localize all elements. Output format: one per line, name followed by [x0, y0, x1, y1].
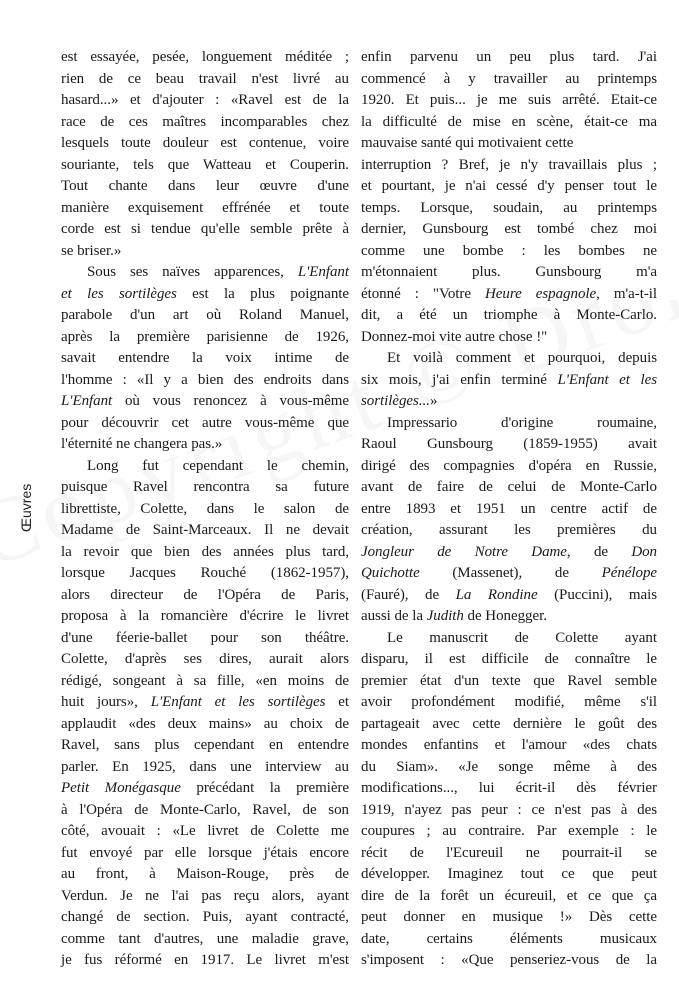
text-line	[361, 821, 657, 843]
text-line	[361, 649, 657, 671]
text-line	[61, 692, 349, 714]
text-line	[361, 198, 657, 220]
text-line	[61, 47, 349, 69]
text-run: du Siam». «Je songe même à des	[361, 758, 657, 775]
text-line	[361, 284, 657, 306]
text-run: (Puccini), mais	[537, 586, 658, 603]
text-run: changé de section. Puis, ayant contracté,	[61, 909, 349, 925]
text-line	[361, 950, 657, 972]
text-line	[61, 886, 349, 908]
text-line	[61, 456, 349, 478]
italic-title-text: Pénélope	[601, 565, 657, 581]
text-line	[361, 735, 657, 757]
text-line	[61, 542, 349, 564]
text-run: Impressario d'origine roumaine,	[387, 414, 657, 431]
text-line	[361, 671, 657, 693]
text-run: étonné : "Votre	[361, 285, 486, 302]
left-text-column	[61, 47, 349, 972]
text-line	[61, 413, 349, 435]
text-run: disparu, il est difficile de connaître le	[361, 651, 657, 667]
text-line	[61, 434, 349, 456]
text-line	[61, 155, 349, 177]
text-line	[61, 864, 349, 886]
text-line	[361, 327, 657, 349]
text-run: je fus réformé en 1917. Le livret m'est	[61, 952, 349, 968]
text-line	[61, 520, 349, 542]
text-line	[361, 370, 657, 392]
text-run: race de ces maîtres incomparables chez	[61, 113, 349, 130]
italic-title-text: L'Enfant et les sortilèges	[150, 694, 326, 710]
text-run: la revoir que bien des années plus tard,	[61, 543, 349, 560]
text-line	[61, 327, 349, 349]
text-run: alors directeur de l'Opéra de Paris,	[61, 586, 349, 603]
text-run: souriante, tels que Watteau et Couperin.	[61, 156, 349, 173]
text-line	[61, 606, 349, 628]
text-run: partageait avec cette dernière le goût des	[361, 715, 657, 732]
text-line	[361, 456, 657, 478]
text-line	[361, 262, 657, 284]
text-run: six mois, j'ai enfin terminé	[361, 371, 558, 388]
text-line	[361, 241, 657, 263]
text-line	[61, 843, 349, 865]
text-line	[361, 499, 657, 521]
text-run: manière exquisement effrénée et toute	[61, 199, 349, 216]
text-line	[61, 649, 349, 671]
text-line	[61, 950, 349, 972]
italic-title-text: Petit Monégasque	[61, 780, 181, 796]
text-run: 1920. Et puis... je me suis arrêté. Etait-ce	[361, 92, 657, 108]
text-line	[361, 692, 657, 714]
text-run: temps. Lorsque, soudain, au printemps	[361, 199, 657, 216]
text-run: s'imposent : «Que penseriez-vous de la	[361, 952, 657, 968]
text-run: l'éternité ne changera pas.»	[61, 436, 223, 452]
text-line	[61, 628, 349, 650]
text-run: , de	[566, 543, 632, 560]
text-line	[361, 714, 657, 736]
text-line	[361, 348, 657, 370]
text-run: d'une féerie-ballet pour son théâtre.	[61, 629, 349, 646]
text-line	[361, 800, 657, 822]
text-line	[361, 219, 657, 241]
text-run: Et voilà comment et pourquoi, depuis	[387, 350, 657, 366]
text-run: hasard...» et d'ajouter : «Ravel est de la	[61, 92, 349, 108]
text-line	[61, 241, 349, 263]
text-line	[361, 520, 657, 542]
text-line	[361, 112, 657, 134]
italic-title-text: sortilèges...	[361, 393, 430, 409]
text-line	[61, 348, 349, 370]
text-line	[361, 47, 657, 69]
text-line	[61, 499, 349, 521]
text-run: Tout chante dans leur œuvre d'une	[61, 178, 349, 194]
text-run: premier état d'un texte que Ravel semble	[361, 672, 657, 689]
text-run: puisque Ravel rencontra sa future	[61, 479, 349, 495]
text-line	[61, 198, 349, 220]
text-run: date, certains éléments musicaux	[361, 930, 657, 947]
text-run: coupures ; au contraire. Par exemple : le	[361, 823, 657, 839]
text-run: Sous ses naïves apparences,	[87, 264, 298, 280]
text-run: Ravel, sans plus cependant en entendre	[61, 737, 349, 753]
italic-title-text: L'Enfant	[61, 393, 113, 409]
text-run: savait entendre la voix intime de	[61, 350, 349, 366]
text-run: après la première parisienne de 1926,	[61, 328, 349, 345]
text-line	[61, 563, 349, 585]
text-line	[61, 735, 349, 757]
text-run: aussi de la	[361, 608, 427, 624]
text-line	[61, 821, 349, 843]
text-line	[61, 714, 349, 736]
text-line	[361, 757, 657, 779]
text-line	[61, 284, 349, 306]
text-line	[361, 305, 657, 327]
text-run: à l'Opéra de Monte-Carlo, Ravel, de son	[61, 801, 349, 818]
italic-title-text: Judith	[426, 608, 464, 624]
text-line	[361, 563, 657, 585]
text-run: corde est si tendue qu'elle semble prête à	[61, 221, 349, 237]
text-run: librettiste, Colette, dans le salon de	[61, 500, 349, 517]
text-run: Donnez-moi vite autre chose !"	[361, 328, 548, 345]
text-line	[361, 907, 657, 929]
running-head: Œuvres	[18, 483, 34, 532]
text-line	[61, 176, 349, 198]
text-run: fut envoyé par elle lorsque j'étais encore	[61, 844, 349, 861]
text-line	[361, 929, 657, 951]
text-line	[361, 778, 657, 800]
text-line	[361, 391, 657, 413]
text-run: mondes enfantins et l'amour «des chats	[361, 737, 657, 753]
text-line	[361, 606, 657, 628]
italic-title-text: et les sortilèges	[61, 285, 177, 302]
text-line	[61, 671, 349, 693]
text-run: pour découvrir cet autre vous-même que	[61, 414, 349, 431]
text-run: proposa à la romancière d'écrire le livret	[61, 608, 349, 624]
text-line	[361, 413, 657, 435]
text-line	[361, 542, 657, 564]
text-line	[61, 262, 349, 284]
text-run: interruption ? Bref, je n'y travaillais plus ;	[361, 156, 657, 173]
text-run: lorsque Jacques Rouché (1862-1957),	[61, 565, 349, 581]
text-run: dire de la forêt un écureuil, et ce que ça	[361, 887, 657, 904]
text-run: se briser.»	[61, 242, 122, 259]
text-run: Colette, d'après ses dires, aurait alors	[61, 651, 349, 667]
text-line	[61, 69, 349, 91]
text-run: mauvaise santé qui motivaient cette	[361, 135, 574, 151]
text-run: et	[325, 694, 349, 710]
italic-title-text: Jongleur de Notre Dame	[361, 543, 567, 560]
text-line	[61, 800, 349, 822]
text-line	[61, 585, 349, 607]
text-run: (Massenet), de	[419, 565, 602, 581]
text-run: comme tant d'autres, une maladie grave,	[61, 930, 349, 947]
text-run: et pourtant, je n'ai cessé d'y penser tout le	[361, 178, 657, 194]
text-line	[61, 929, 349, 951]
text-line	[361, 133, 657, 155]
text-line	[61, 907, 349, 929]
text-run: développer. Imaginez tout ce que peut	[361, 866, 657, 882]
text-run: 1919, n'ayez pas peur : ce n'est pas à des	[361, 801, 657, 818]
text-run: avant de faire de celui de Monte-Carlo	[361, 479, 657, 495]
text-run: Verdun. Je ne l'ai pas reçu alors, ayant	[61, 887, 349, 904]
text-line	[61, 90, 349, 112]
right-text-column	[361, 47, 657, 972]
text-run: l'homme : «Il y a bien des endroits dans	[61, 371, 349, 388]
text-run: de Honegger.	[463, 608, 547, 624]
text-run: parler. En 1925, dans une interview au	[61, 758, 349, 775]
text-run: entre 1893 et 1951 un centre actif de	[361, 500, 657, 517]
italic-title-text: L'Enfant et les	[557, 371, 657, 388]
text-line	[61, 219, 349, 241]
text-run: précédant la première	[180, 780, 349, 796]
text-line	[361, 69, 657, 91]
text-run: est essayée, pesée, longuement méditée ;	[61, 49, 349, 65]
text-line	[61, 305, 349, 327]
text-run: la difficulté de mise en scène, était-ce ma	[361, 113, 657, 130]
text-run: rien de ce beau travail n'est livré au	[61, 70, 349, 87]
italic-title-text: Don	[631, 543, 657, 560]
text-run: avoir profondément modifié, même s'il	[361, 694, 657, 710]
text-line	[361, 843, 657, 865]
text-line	[61, 477, 349, 499]
text-run: parabole d'un art où Roland Manuel,	[61, 307, 349, 323]
text-run: Le manuscrit de Colette ayant	[387, 629, 657, 646]
text-run: création, assurant les premières du	[361, 522, 657, 538]
text-run: , m'a-t-il	[596, 285, 657, 302]
text-run: commencé à y travailler au printemps	[361, 70, 657, 87]
italic-title-text: La Rondine	[455, 586, 538, 603]
italic-title-text: L'Enfant	[297, 264, 349, 280]
italic-title-text: Heure espagnole	[485, 285, 597, 302]
text-line	[361, 886, 657, 908]
text-run: est la plus poignante	[176, 285, 349, 302]
text-run: dit, a été un triomphe à Monte-Carlo.	[361, 307, 657, 323]
text-run: dirigé des compagnies d'opéra en Russie,	[361, 457, 657, 474]
text-line	[61, 391, 349, 413]
text-line	[61, 370, 349, 392]
text-line	[361, 477, 657, 499]
text-run: modifications..., lui écrit-il dès février	[361, 780, 657, 796]
text-run: rédigé, songeant à sa fille, «en moins de	[61, 672, 349, 689]
text-run: comme une bombe : les bombes ne	[361, 242, 657, 259]
text-line	[61, 112, 349, 134]
text-run: enfin parvenu un peu plus tard. J'ai	[361, 49, 657, 65]
text-run: m'étonnaient plus. Gunsbourg m'a	[361, 264, 657, 280]
italic-title-text: Quichotte	[361, 565, 420, 581]
text-line	[361, 434, 657, 456]
text-run: dernier, Gunsbourg est tombé chez moi	[361, 221, 657, 237]
text-run: »	[429, 393, 438, 409]
text-line	[61, 133, 349, 155]
text-run: où vous renoncez à vous-même	[112, 393, 349, 409]
text-run: Long fut cependant le chemin,	[87, 457, 349, 474]
text-run: (Fauré), de	[361, 586, 456, 603]
text-line	[361, 864, 657, 886]
text-line	[361, 90, 657, 112]
text-run: Madame de Saint-Marceaux. Il ne devait	[61, 522, 349, 538]
text-line	[361, 628, 657, 650]
text-run: applaudit «des deux mains» au choix de	[61, 715, 349, 732]
text-line	[361, 176, 657, 198]
text-line	[361, 585, 657, 607]
text-run: lesquels toute douleur est contenue, voire	[61, 135, 349, 151]
text-run: huit jours»,	[61, 694, 151, 710]
text-run: côté, avouait : «Le livret de Colette me	[61, 823, 349, 839]
text-run: peut donner en musique !» Dès cette	[361, 909, 657, 925]
text-line	[61, 757, 349, 779]
text-run: récit de l'Ecureuil ne pourrait-il se	[361, 844, 657, 861]
text-line	[61, 778, 349, 800]
text-run: Raoul Gunsbourg (1859-1955) avait	[361, 436, 657, 452]
text-line	[361, 155, 657, 177]
text-run: au front, à Maison-Rouge, près de	[61, 866, 349, 882]
